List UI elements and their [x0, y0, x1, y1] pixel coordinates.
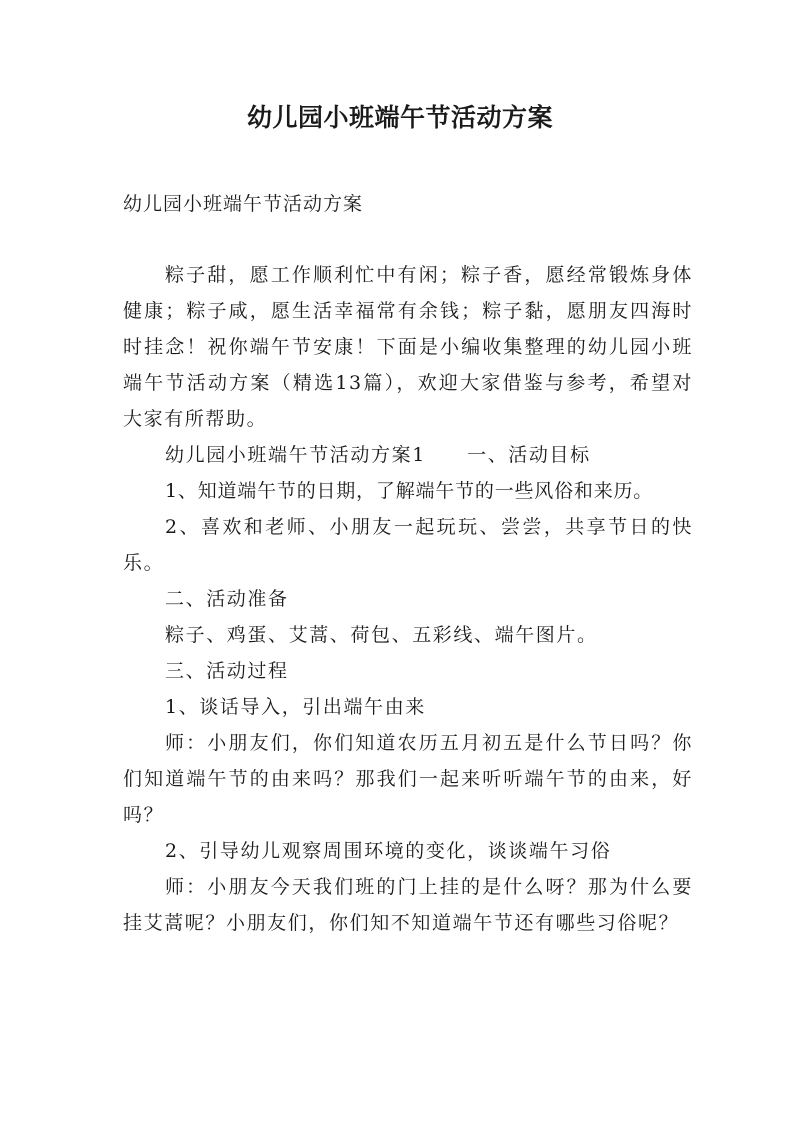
plan-heading: 幼儿园小班端午节活动方案1 一、活动目标	[165, 444, 591, 466]
teacher-dialogue-1: 师：小朋友们，你们知道农历五月初五是什么节日吗？你们知道端午节的由来吗？那我们一起来听听端午节的由来，好吗？	[123, 732, 693, 826]
section-heading-process: 三、活动过程	[165, 660, 289, 682]
section-heading-preparation: 二、活动准备	[165, 588, 289, 610]
goal-item-2: 2、喜欢和老师、小朋友一起玩玩、尝尝，共享节日的快乐。	[123, 516, 693, 574]
teacher-dialogue-2: 师：小朋友今天我们班的门上挂的是什么呀？那为什么要挂艾蒿呢？小朋友们，你们知不知道端午节还有哪些习俗呢？	[123, 876, 693, 934]
process-step-2: 2、引导幼儿观察周围环境的变化，谈谈端午习俗	[165, 840, 612, 862]
document-subtitle: 幼儿园小班端午节活动方案	[123, 193, 364, 215]
document-body	[123, 257, 693, 941]
intro-paragraph: 粽子甜，愿工作顺利忙中有闲；粽子香，愿经常锻炼身体健康；粽子咸，愿生活幸福常有余钱；粽子黏，愿朋友四海时时挂念！祝你端午节安康！下面是小编收集整理的幼儿园小班端午节活动方案（精选13篇），欢迎大家借鉴与参考，希望对大家有所帮助。	[123, 264, 693, 430]
goal-item-1: 1、知道端午节的日期，了解端午节的一些风俗和来历。	[165, 480, 654, 502]
process-step-1: 1、谈话导入，引出端午由来	[165, 696, 426, 718]
preparation-list: 粽子、鸡蛋、艾蒿、荷包、五彩线、端午图片。	[165, 624, 598, 646]
document-title: 幼儿园小班端午节活动方案	[246, 103, 553, 132]
